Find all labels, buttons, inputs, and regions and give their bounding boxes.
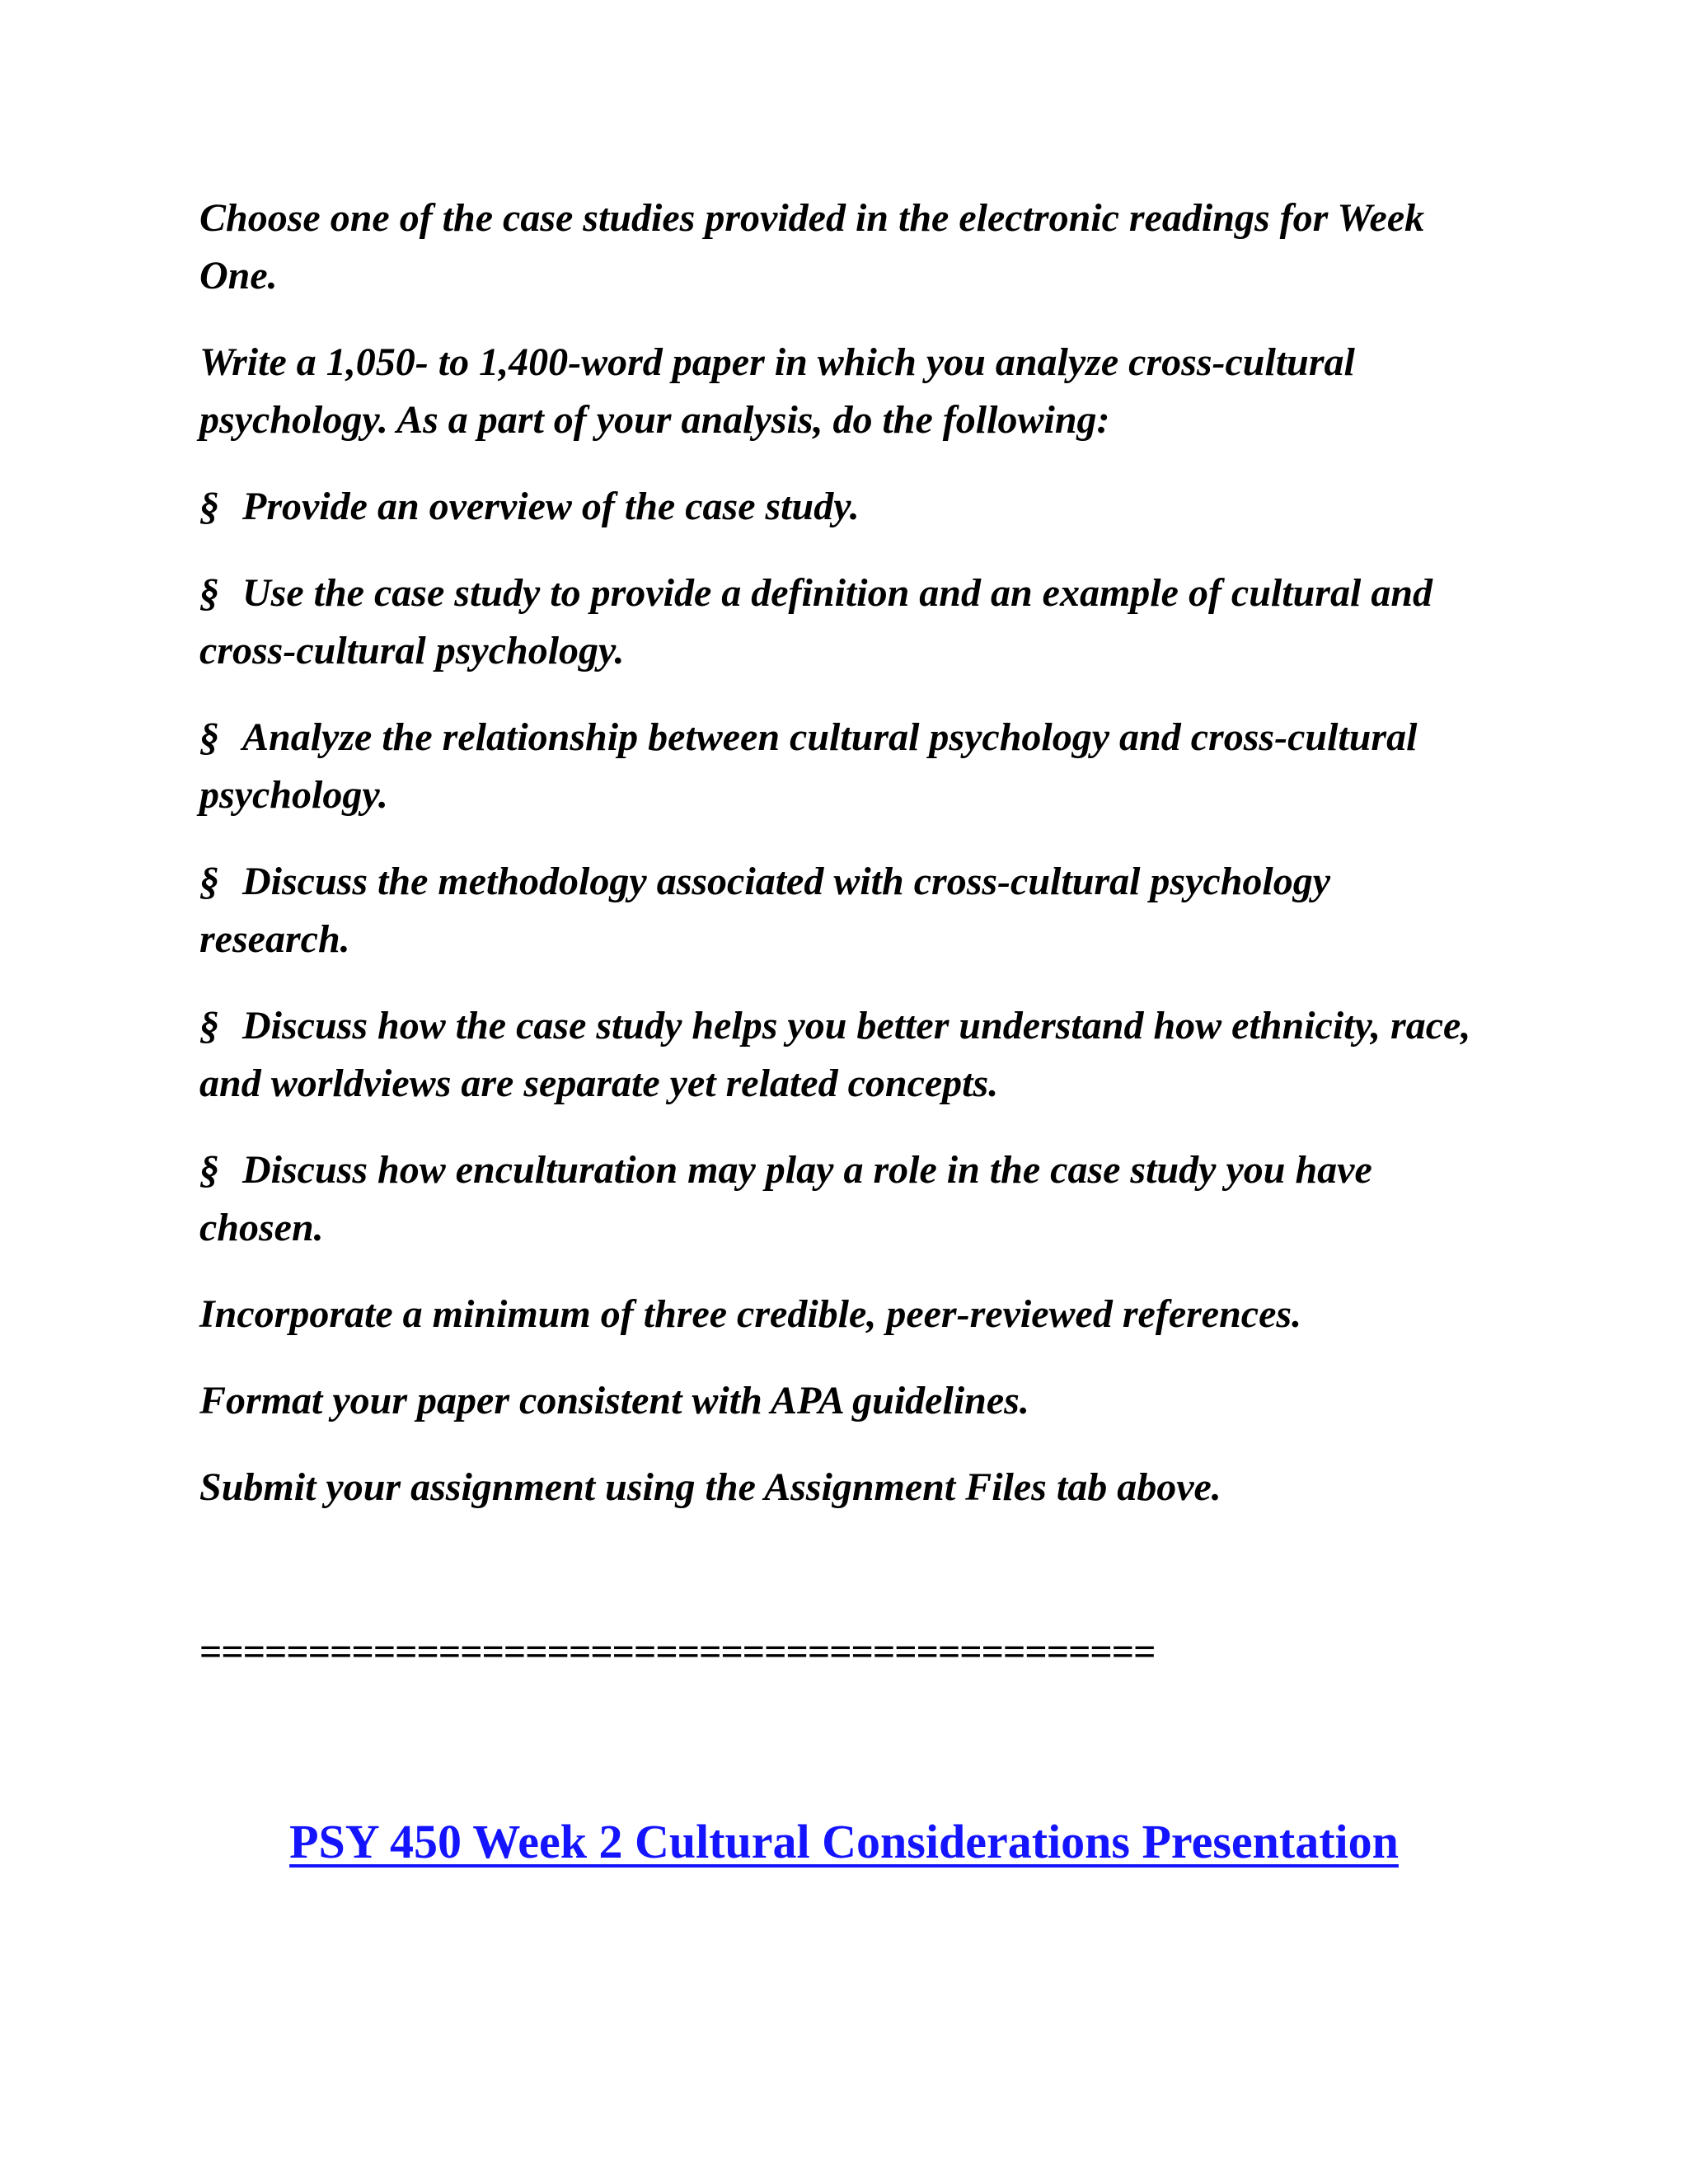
bullet-item: [199, 853, 1485, 968]
submit-paragraph: Submit your assignment using the Assignment Files tab above.: [199, 1465, 1221, 1509]
bullet-text: Provide an overview of the case study.: [242, 485, 860, 528]
intro-paragraph: Choose one of the case studies provided in the electronic readings for Week One.: [199, 196, 1425, 298]
bullet-item: [199, 478, 1485, 536]
section-sign-icon: §: [199, 715, 219, 759]
format-paragraph: Format your paper consistent with APA guidelines.: [199, 1379, 1029, 1422]
bullet-text: Discuss how enculturation may play a role in the case study you have chosen.: [199, 1148, 1372, 1249]
bullet-text: Analyze the relationship between cultural psychology and cross-cultural psychology.: [199, 715, 1418, 817]
next-assignment-link[interactable]: PSY 450 Week 2 Cultural Considerations Presentation: [289, 1815, 1399, 1868]
next-assignment-link-container: [0, 1809, 1688, 1875]
references-paragraph: Incorporate a minimum of three credible, peer-reviewed references.: [199, 1292, 1302, 1336]
bullet-item: [199, 709, 1485, 824]
section-sign-icon: §: [199, 1148, 219, 1192]
bullet-text: Discuss how the case study helps you better understand how ethnicity, race, and worldviews are separate yet related concepts.: [199, 1004, 1471, 1105]
bullet-item: [199, 1141, 1485, 1257]
separator-line: ============================================: [199, 1630, 1156, 1674]
bullet-item: [199, 565, 1485, 680]
assignment-instructions: [199, 190, 1485, 1545]
bullet-text: Discuss the methodology associated with cross-cultural psychology research.: [199, 860, 1331, 961]
section-sign-icon: §: [199, 1004, 219, 1047]
bullet-item: [199, 997, 1485, 1113]
section-sign-icon: §: [199, 571, 219, 615]
instruction-paragraph: Write a 1,050- to 1,400-word paper in which you analyze cross-cultural psychology. As a part of your analysis, do the following:: [199, 340, 1355, 442]
section-sign-icon: §: [199, 485, 219, 528]
bullet-text: Use the case study to provide a definition and an example of cultural and cross-cultural psychology.: [199, 571, 1433, 673]
section-sign-icon: §: [199, 860, 219, 903]
